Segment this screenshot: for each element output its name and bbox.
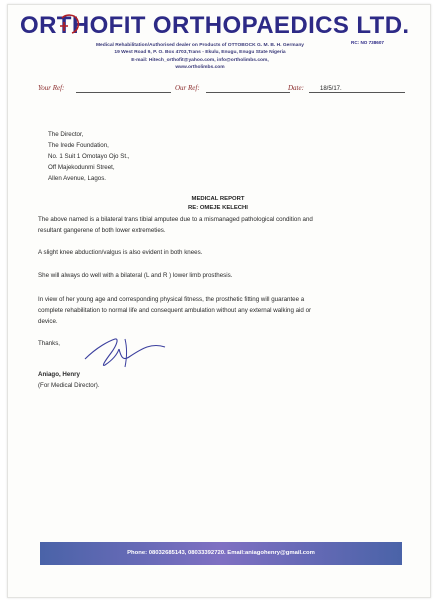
company-logo-icon	[56, 14, 82, 36]
company-name: ORTHOFIT ORTHOPAEDICS LTD.	[20, 12, 410, 39]
header-line-4: www.ortholimbs.com	[175, 65, 225, 70]
your-ref-label: Your Ref:	[38, 84, 65, 92]
our-ref-label: Our Ref:	[175, 84, 200, 92]
address-line: Off Majekodunmi Street,	[48, 164, 115, 171]
report-title: MEDICAL REPORT	[191, 196, 245, 202]
report-subject: RE: OMEJE KELECHI	[188, 205, 248, 211]
address-line: Allen Avenue, Lagos.	[48, 175, 107, 182]
paragraph-4-line-2: complete rehabilitation to normal life and consequent ambulation without any external walking aid or	[38, 307, 312, 314]
address-line: The Irede Foundation,	[48, 142, 109, 149]
signer-name: Aniago, Henry	[38, 371, 80, 378]
paragraph-3: She will always do well with a bilateral (L and R ) lower limb prosthesis.	[38, 272, 233, 279]
rc-number: RC: NO 738607	[351, 40, 384, 45]
signature	[75, 333, 170, 373]
closing-thanks: Thanks,	[38, 340, 61, 347]
header-line-2: 19 West Road 9, P. O. Box 4703,Trans - Ekulu, Enugu, Enugu State Nigeria	[114, 50, 286, 55]
footer-contact: Phone: 08032685143, 08033392720. Email:aniagohenry@gmail.com	[127, 550, 315, 556]
header-line-1: Medical Rehabilitation/Authorised dealer on Products of OTTOBOCK G. M. B. H. Germany	[95, 43, 305, 48]
date-label: Date:	[288, 84, 304, 92]
paragraph-4-line-3: device.	[38, 318, 58, 325]
paragraph-1-line-2: resultant gangerene of both lower extremeties.	[38, 227, 166, 234]
your-ref-line	[76, 92, 171, 93]
address-line: The Director,	[48, 131, 84, 138]
date-value: 18/5/17.	[320, 86, 342, 92]
address-line: No. 1 Suit 1 Omotayo Ojo St.,	[48, 153, 130, 160]
date-line	[309, 92, 405, 93]
paragraph-1-line-1: The above named is a bilateral trans tibial amputee due to a mismanaged pathological condition and	[38, 216, 313, 223]
header-line-3: E-mail: Hitech_orthofit@yahoo.com, info@ortholimbs.com,	[131, 58, 269, 63]
our-ref-line	[206, 92, 290, 93]
paragraph-2: A slight knee abduction/valgus is also evident in both knees.	[38, 249, 203, 256]
signer-role: (For Medical Director).	[38, 382, 100, 389]
reference-row	[20, 82, 420, 94]
paragraph-4-line-1: In view of her young age and corresponding physical fitness, the prosthetic fitting will guarantee a	[38, 296, 305, 303]
footer-band	[40, 542, 402, 565]
